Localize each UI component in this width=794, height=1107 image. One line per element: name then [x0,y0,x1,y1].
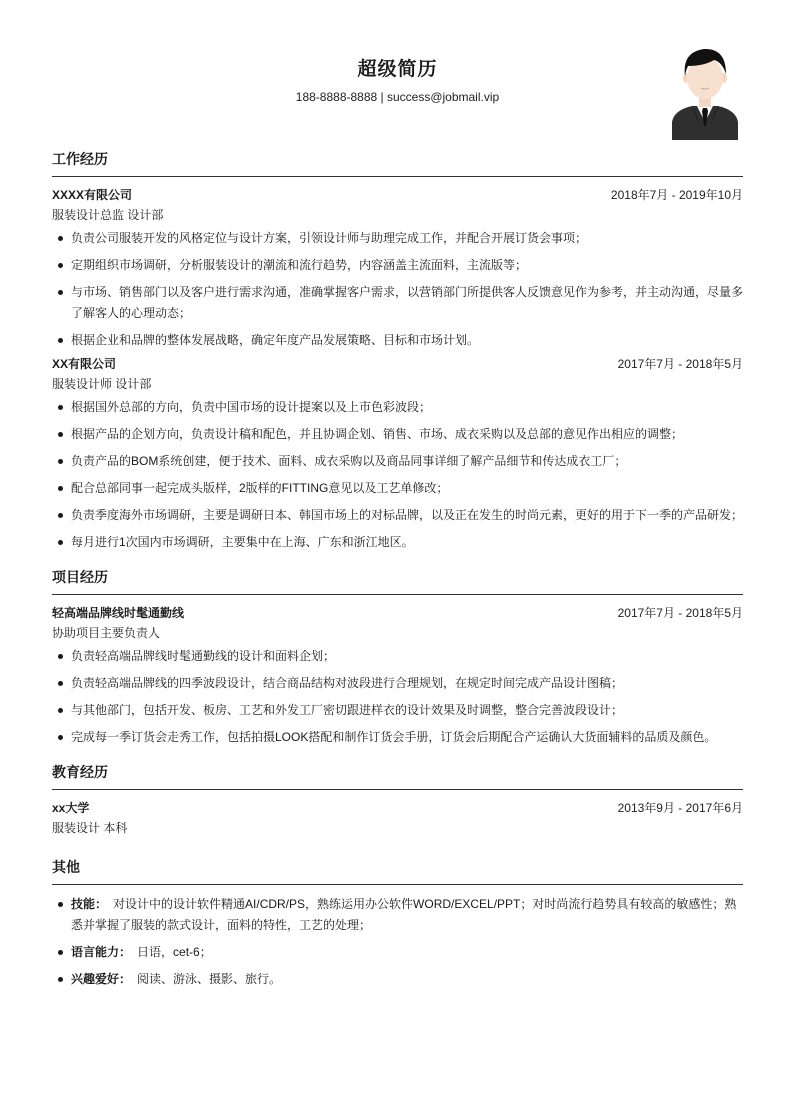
list-item: 定期组织市场调研，分析服装设计的潮流和流行趋势，内容涵盖主流面料，主流版等； [52,255,743,276]
section-title-work: 工作经历 [52,149,743,177]
list-item: 负责公司服装开发的风格定位与设计方案，引领设计师与助理完成工作，并配合开展订货会事项； [52,228,743,249]
work-experience-section [52,149,743,553]
entry-date: 2018年7月 - 2019年10月 [610,188,743,202]
resume-name: 超级简历 [357,59,438,80]
person-avatar-icon [670,44,740,140]
degree: 服装设计 本科 [52,821,128,835]
other-section [52,857,743,990]
project-experience-section [52,567,743,748]
school-name: xx大学 [52,801,90,815]
bullet-list [52,397,743,553]
list-item [52,969,743,990]
list-item: 配合总部同事一起完成头版样，2版样的FITTING意见以及工艺单修改； [52,478,743,499]
list-item [52,894,743,936]
hobby-label: 兴趣爱好： [71,972,132,986]
list-item [52,942,743,963]
work-entry [52,355,743,553]
entry-date: 2017年7月 - 2018年5月 [617,606,743,620]
hobby-value: 阅读、游泳、摄影、旅行。 [137,972,282,986]
bullet-list [52,228,743,351]
section-title-education: 教育经历 [52,762,743,790]
list-item: 完成每一季订货会走秀工作，包括拍摄LOOK搭配和制作订货会手册，订货会后期配合产运确认大货面辅料的品质及颜色。 [52,727,743,748]
skill-value: 对设计中的设计软件精通AI/CDR/PS，熟练运用办公软件WORD/EXCEL/PPT；对时尚流行趋势具有较高的敏感性；熟悉并掌握了服装的款式设计，面料的特性，工艺的处理； [71,897,737,932]
project-role: 协助项目主要负责人 [52,626,161,640]
resume-page [52,0,743,996]
company-name: XX有限公司 [52,357,117,371]
bullet-list [52,894,743,990]
list-item: 负责产品的BOM系统创建，便于技术、面料、成衣采购以及商品同事详细了解产品细节和传达成衣工厂； [52,451,743,472]
company-name: XXXX有限公司 [52,188,133,202]
list-item: 与其他部门，包括开发、板房、工艺和外发工厂密切跟进样衣的设计效果及时调整，整合完善波段设计； [52,700,743,721]
work-entry [52,186,743,351]
resume-header [52,0,743,140]
list-item: 根据国外总部的方向，负责中国市场的设计提案以及上市色彩波段； [52,397,743,418]
entry-date: 2017年7月 - 2018年5月 [617,357,743,371]
language-label: 语言能力： [71,945,132,959]
list-item: 每月进行1次国内市场调研，主要集中在上海、广东和浙江地区。 [52,532,743,553]
project-entry [52,604,743,748]
language-value: 日语，cet-6； [137,945,212,959]
section-title-project: 项目经历 [52,567,743,595]
project-name: 轻高端品牌线时髦通勤线 [52,606,185,620]
list-item: 与市场、销售部门以及客户进行需求沟通，准确掌握客户需求，以营销部门所提供客人反馈意见作为参考，并主动沟通，尽量多了解客人的心理动态； [52,282,743,324]
job-role: 服装设计师 设计部 [52,377,152,391]
bullet-list [52,646,743,748]
entry-date: 2013年9月 - 2017年6月 [617,801,743,815]
skill-label: 技能： [71,897,108,911]
list-item: 负责轻高端品牌线时髦通勤线的设计和面料企划； [52,646,743,667]
education-entry [52,799,743,839]
list-item: 负责季度海外市场调研，主要是调研日本、韩国市场上的对标品牌，以及正在发生的时尚元素，更好的用于下一季的产品研发； [52,505,743,526]
contact-info: 188-8888-8888 | success@jobmail.vip [295,90,500,104]
job-role: 服装设计总监 设计部 [52,208,164,222]
list-item: 根据企业和品牌的整体发展战略，确定年度产品发展策略、目标和市场计划。 [52,330,743,351]
education-section [52,762,743,839]
list-item: 负责轻高端品牌线的四季波段设计，结合商品结构对波段进行合理规划，在规定时间完成产品设计图稿； [52,673,743,694]
list-item: 根据产品的企划方向，负责设计稿和配色，并且协调企划、销售、市场、成衣采购以及总部的意见作出相应的调整； [52,424,743,445]
section-title-other: 其他 [52,857,743,885]
